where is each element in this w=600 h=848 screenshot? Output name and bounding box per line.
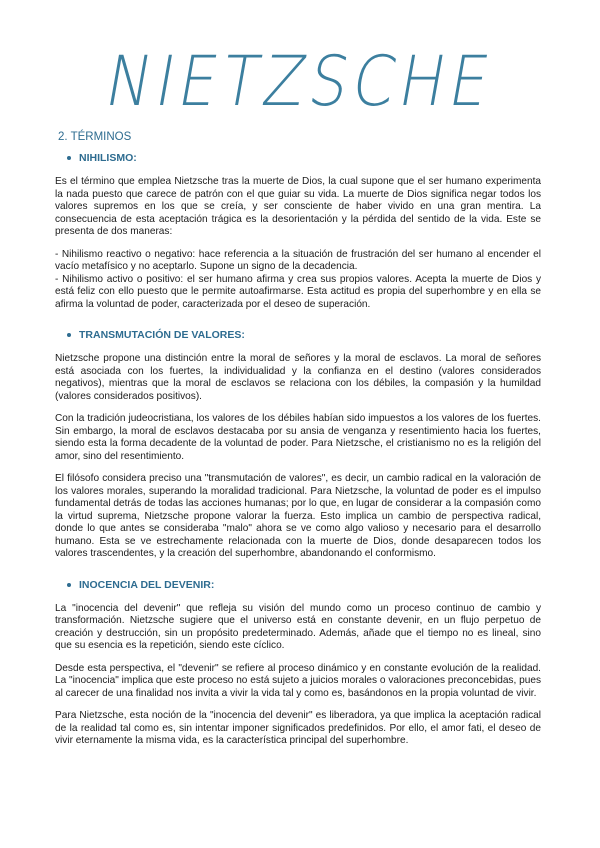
section-heading-transmutacion xyxy=(67,329,541,341)
section-heading-label: TRANSMUTACIÓN DE VALORES: xyxy=(79,329,245,341)
paragraph: La "inocencia del devenir" que refleja su visión del mundo como un proceso continuo de cambio y transformación. Nietzsche sugiere que el universo está en constante devenir, en un flujo perpetuo de creación y destrucción, sin un propósito predeterminado. Además, añade que el tiempo no es lineal, sino que su esencia es la repetición, siendo este cíclico. xyxy=(55,602,541,651)
paragraph: Con la tradición judeocristiana, los valores de los débiles habían sido impuestos a los valores de los fuertes. Sin embargo, la moral de esclavos destacaba por su ansia de venganza y resentimiento hacia los fuertes, siendo esta la forma decadente de la voluntad de poder. Para Nietzsche, el cristianismo no es la religión del amor, sino del resentimiento. xyxy=(55,413,541,462)
paragraph: Desde esta perspectiva, el "devenir" se refiere al proceso dinámico y en constante evolución de la realidad. La "inocencia" implica que este proceso no está sujeto a juicios morales o valoraciones preconcebidas, pues al carecer de una finalidad nos invita a vivir la vida tal y como es, basándonos en la propia voluntad de vivir. xyxy=(55,662,541,699)
bullet-icon xyxy=(67,333,71,337)
bullet-icon xyxy=(67,583,71,587)
paragraph: El filósofo considera preciso una "transmutación de valores", es decir, un cambio radical en la valoración de los valores morales, superando la moralidad tradicional. Para Nietzsche, la voluntad de poder es el impulso fundamental detrás de todas las acciones humanas; por lo que, en lugar de considerar a la compasión como la virtud suprema, Nietzsche propone valorar la fuerza. Esto implica un cambio de perspectiva radical, donde lo que antes se consideraba "malo" ahora se ve como algo valioso y necesario para el desarrollo humano. Esta se ve estrechamente relacionada con la muerte de Dios, donde desaparecen todos los valores trascendentes, y la creación del superhombre, abandonando el conformismo. xyxy=(55,473,541,559)
paragraph: - Nihilismo reactivo o negativo: hace referencia a la situación de frustración del ser humano al encender el vacío metafísico y no aceptarlo. Supone un signo de la decadencia. - Nihilismo activo o positivo: el ser humano afirma y crea sus propios valores. Acepta la muerte de Dios y está feliz con ello puesto que le permite autoafirmarse. Esta actitud es propia del superhombre y en ella se afirma la voluntad de poder, caracterizada por el deseo de superación. xyxy=(55,248,541,310)
document-title: NIETZSCHE xyxy=(99,41,501,123)
bullet-icon xyxy=(67,156,71,160)
section-heading-label: NIHILISMO: xyxy=(79,152,137,164)
paragraph: Es el término que emplea Nietzsche tras la muerte de Dios, la cual supone que el ser humano experimenta la nada puesto que carece de patrón con el que guiar su vida. La muerte de Dios significa negar todos los valores supremos en los que se creía, y ser consciente de haber vivido en una gran mentira. La consecuencia de esta aceptación trágica es la desorientación y la pérdida del sentido de la vida. Este se presenta de dos maneras: xyxy=(55,176,541,237)
paragraph: Nietzsche propone una distinción entre la moral de señores y la moral de esclavos. La moral de señores está asociada con los fuertes, la individualidad y la confianza en el destino (valores considerados negativos), mientras que la moral de esclavos se relaciona con los débiles, la compasión y la humildad (valores considerados positivos). xyxy=(55,353,541,402)
paragraph: Para Nietzsche, esta noción de la "inocencia del devenir" es liberadora, ya que implica la aceptación radical de la realidad tal como es, sin intentar imponer significados predefinidos. Por ello, el amor fati, el deseo de vivir eternamente la misma vida, es la característica principal del superhombre. xyxy=(55,710,541,746)
section-heading-nihilismo xyxy=(67,152,541,164)
section-heading-label: INOCENCIA DEL DEVENIR: xyxy=(79,578,215,591)
section-number: 2. TÉRMINOS xyxy=(58,131,132,143)
document-body xyxy=(55,131,541,758)
section-heading-inocencia xyxy=(67,579,541,591)
